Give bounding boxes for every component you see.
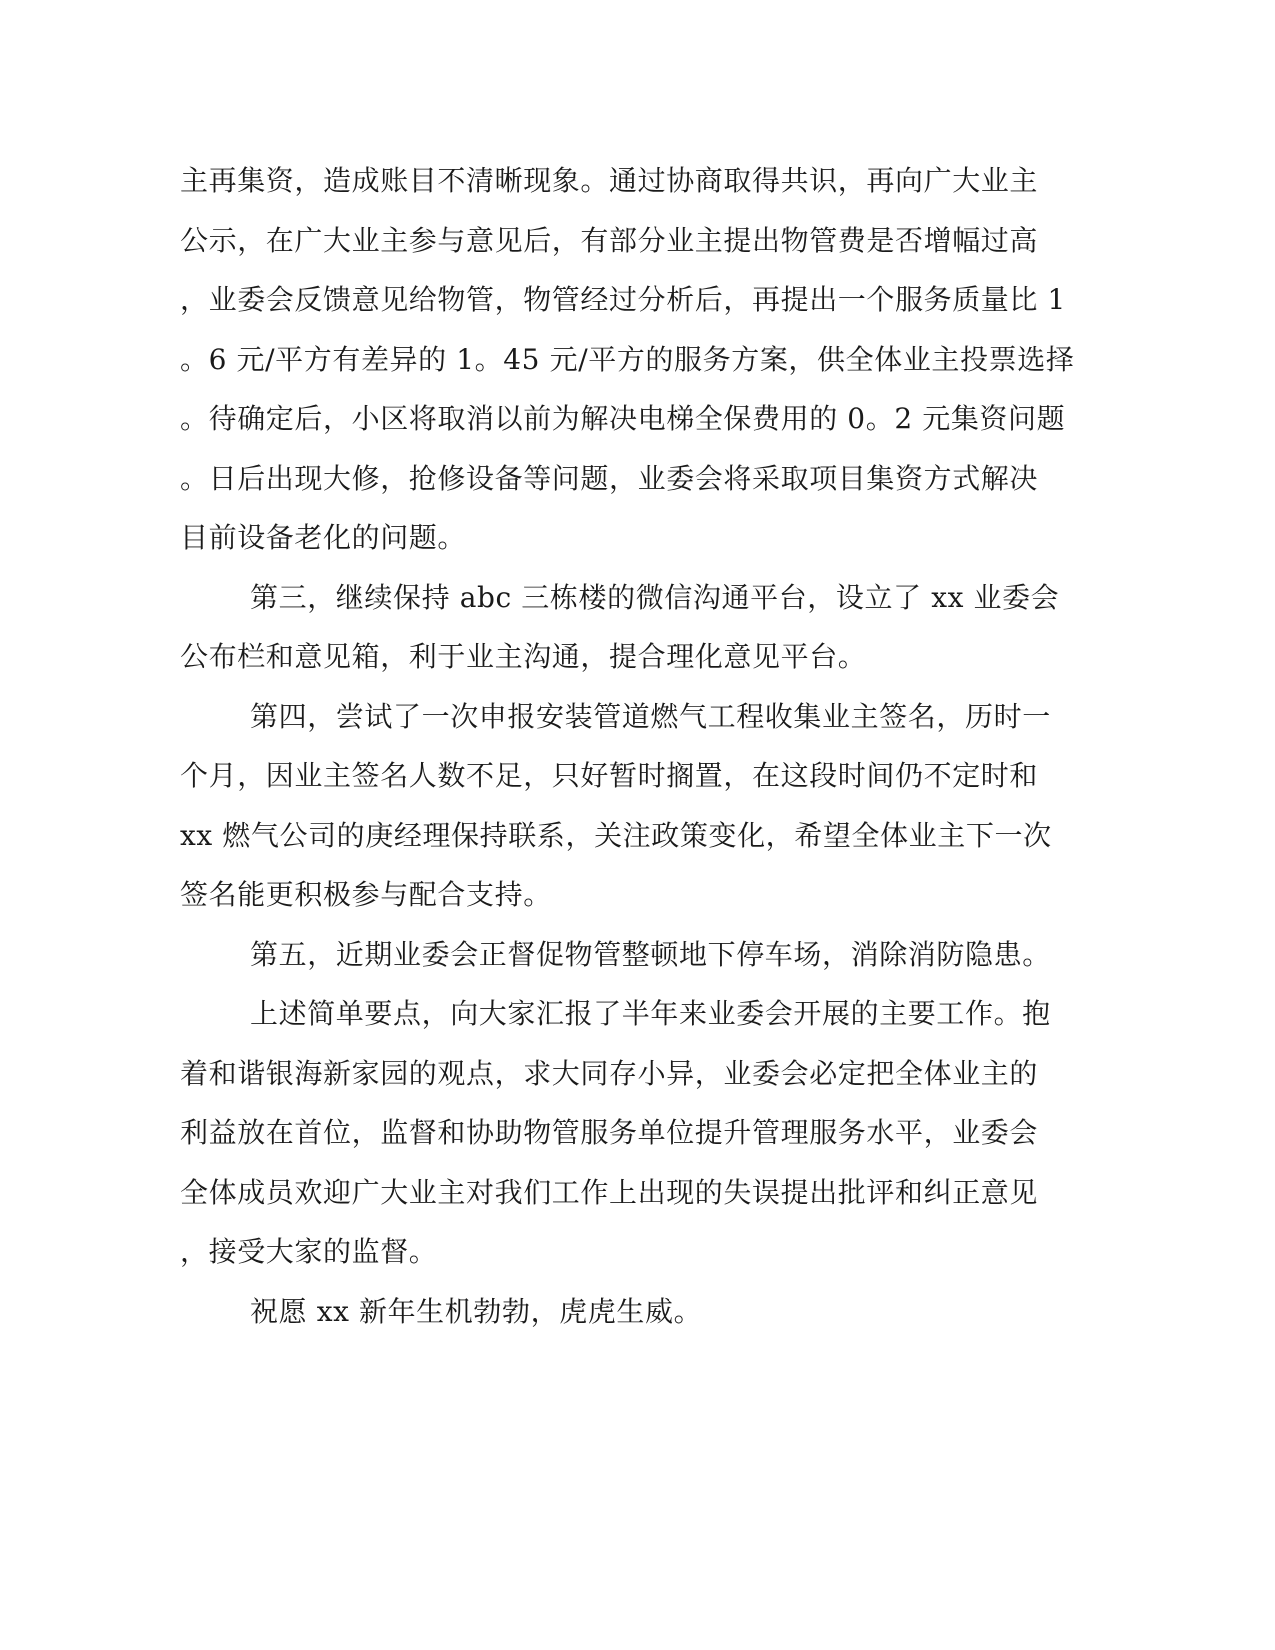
text-line: 全体成员欢迎广大业主对我们工作上出现的失误提出批评和纠正意见 xyxy=(180,1175,1039,1209)
text-line: 。待确定后，小区将取消以前为解决电梯全保费用的 0。2 元集资问题 xyxy=(180,402,1066,435)
text-line: 公示，在广大业主参与意见后，有部分业主提出物管费是否增幅过高 xyxy=(180,223,1039,257)
text-line: 主再集资，造成账目不清晰现象。通过协商取得共识，再向广大业主 xyxy=(180,164,1039,197)
paragraph-first-line: 上述简单要点，向大家汇报了半年来业委会开展的主要工作。抱 xyxy=(250,997,1051,1030)
paragraph-first-line: 第五，近期业委会正督促物管整顿地下停车场，消除消防隐患。 xyxy=(250,937,1051,971)
text-line: ，业委会反馈意见给物管，物管经过分析后，再提出一个服务质量比 1 xyxy=(180,283,1066,316)
text-line: 公布栏和意见箱，利于业主沟通，提合理化意见平台。 xyxy=(180,640,867,673)
text-line: 。6 元/平方有差异的 1。45 元/平方的服务方案，供全体业主投票选择 xyxy=(180,342,1075,376)
text-line: 利益放在首位，监督和协助物管服务单位提升管理服务水平，业委会 xyxy=(180,1116,1039,1149)
text-line: 。日后出现大修，抢修设备等问题，业委会将采取项目集资方式解决 xyxy=(180,461,1039,495)
text-line: 签名能更积极参与配合支持。 xyxy=(180,878,552,911)
text-line: 着和谐银海新家园的观点，求大同存小异，业委会必定把全体业主的 xyxy=(180,1056,1039,1090)
text-line: 个月，因业主签名人数不足，只好暂时搁置，在这段时间仍不定时和 xyxy=(180,759,1039,792)
text-line: 目前设备老化的问题。 xyxy=(180,521,467,554)
paragraph-first-line: 第三，继续保持 abc 三栋楼的微信沟通平台，设立了 xx 业委会 xyxy=(250,580,1060,614)
paragraph-first-line: 第四，尝试了一次申报安装管道燃气工程收集业主签名，历时一 xyxy=(250,699,1051,733)
closing-line: 祝愿 xx 新年生机勃勃，虎虎生威。 xyxy=(250,1294,703,1328)
text-line: ，接受大家的监督。 xyxy=(180,1235,438,1268)
text-line: xx 燃气公司的庚经理保持联系，关注政策变化，希望全体业主下一次 xyxy=(180,818,1052,852)
document-body xyxy=(180,156,1100,1346)
